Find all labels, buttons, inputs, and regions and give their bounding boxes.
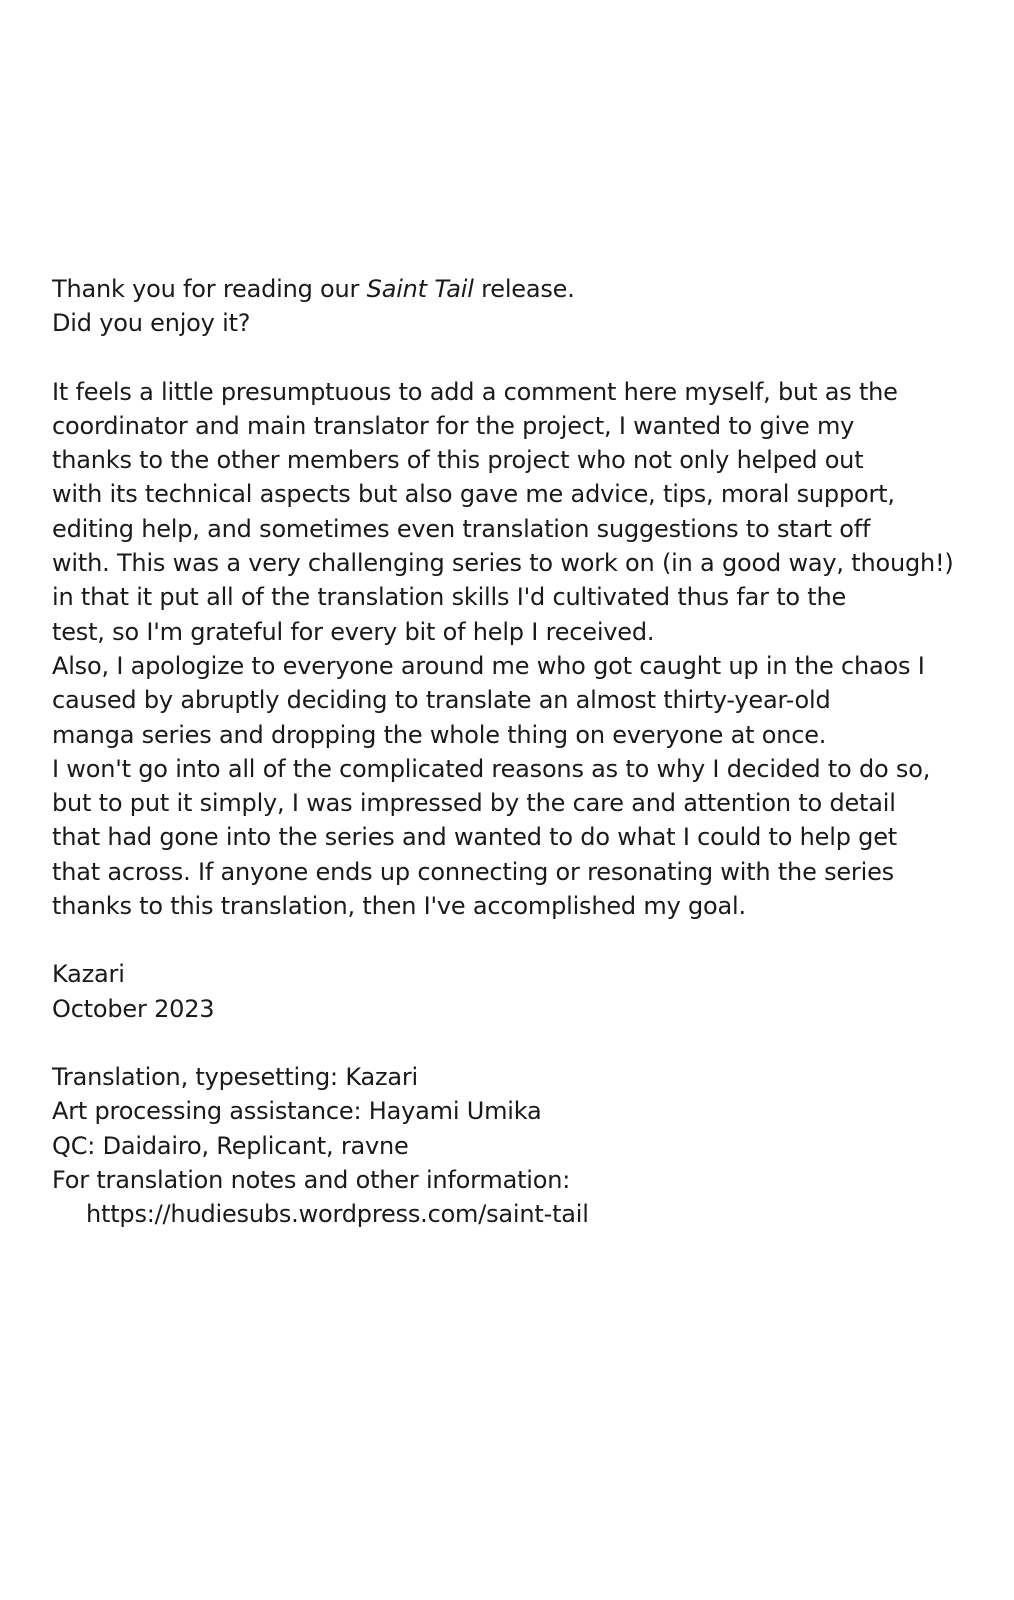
credit-url: https://hudiesubs.wordpress.com/saint-tail xyxy=(86,1200,589,1229)
series-title: Saint Tail xyxy=(366,275,474,303)
credits-block xyxy=(52,1060,972,1231)
body-line: with its technical aspects but also gave me advice, tips, moral support, xyxy=(52,480,895,509)
paragraph-gap xyxy=(52,923,972,957)
body-line: Also, I apologize to everyone around me who got caught up in the chaos I xyxy=(52,651,925,680)
greeting-line-2: Did you enjoy it? xyxy=(52,309,251,338)
signature-date: October 2023 xyxy=(52,994,215,1023)
body-line: but to put it simply, I was impressed by the care and attention to detail xyxy=(52,789,896,818)
afterword-body xyxy=(52,375,972,924)
greeting-text-before: Thank you for reading our xyxy=(52,275,367,303)
afterword-page xyxy=(52,272,972,1231)
body-line: coordinator and main translator for the project, I wanted to give my xyxy=(52,411,855,440)
body-line: manga series and dropping the whole thing on everyone at once. xyxy=(52,720,827,749)
body-line: test, so I'm grateful for every bit of help I received. xyxy=(52,617,655,646)
credit-art: Art processing assistance: Hayami Umika xyxy=(52,1097,542,1126)
body-line: in that it put all of the translation skills I'd cultivated thus far to the xyxy=(52,583,847,612)
body-line: I won't go into all of the complicated reasons as to why I decided to do so, xyxy=(52,754,931,783)
body-line: editing help, and sometimes even translation suggestions to start off xyxy=(52,514,871,543)
credit-translation: Translation, typesetting: Kazari xyxy=(52,1062,419,1091)
paragraph-gap xyxy=(52,341,972,375)
greeting-text-after: release. xyxy=(473,275,575,303)
paragraph-gap xyxy=(52,1026,972,1060)
credit-qc: QC: Daidairo, Replicant, ravne xyxy=(52,1131,409,1160)
greeting-line-1 xyxy=(52,272,972,306)
body-line: thanks to the other members of this project who not only helped out xyxy=(52,446,864,475)
body-line: It feels a little presumptuous to add a comment here myself, but as the xyxy=(52,377,898,406)
body-line: thanks to this translation, then I've accomplished my goal. xyxy=(52,892,746,921)
signature-block xyxy=(52,957,972,1026)
credit-notes-label: For translation notes and other information: xyxy=(52,1165,571,1194)
body-line: that had gone into the series and wanted to do what I could to help get xyxy=(52,823,897,852)
body-line: caused by abruptly deciding to translate an almost thirty-year-old xyxy=(52,686,831,715)
body-line: with. This was a very challenging series to work on (in a good way, though!) xyxy=(52,549,954,578)
signature-name: Kazari xyxy=(52,960,125,989)
body-line: that across. If anyone ends up connecting or resonating with the series xyxy=(52,857,894,886)
